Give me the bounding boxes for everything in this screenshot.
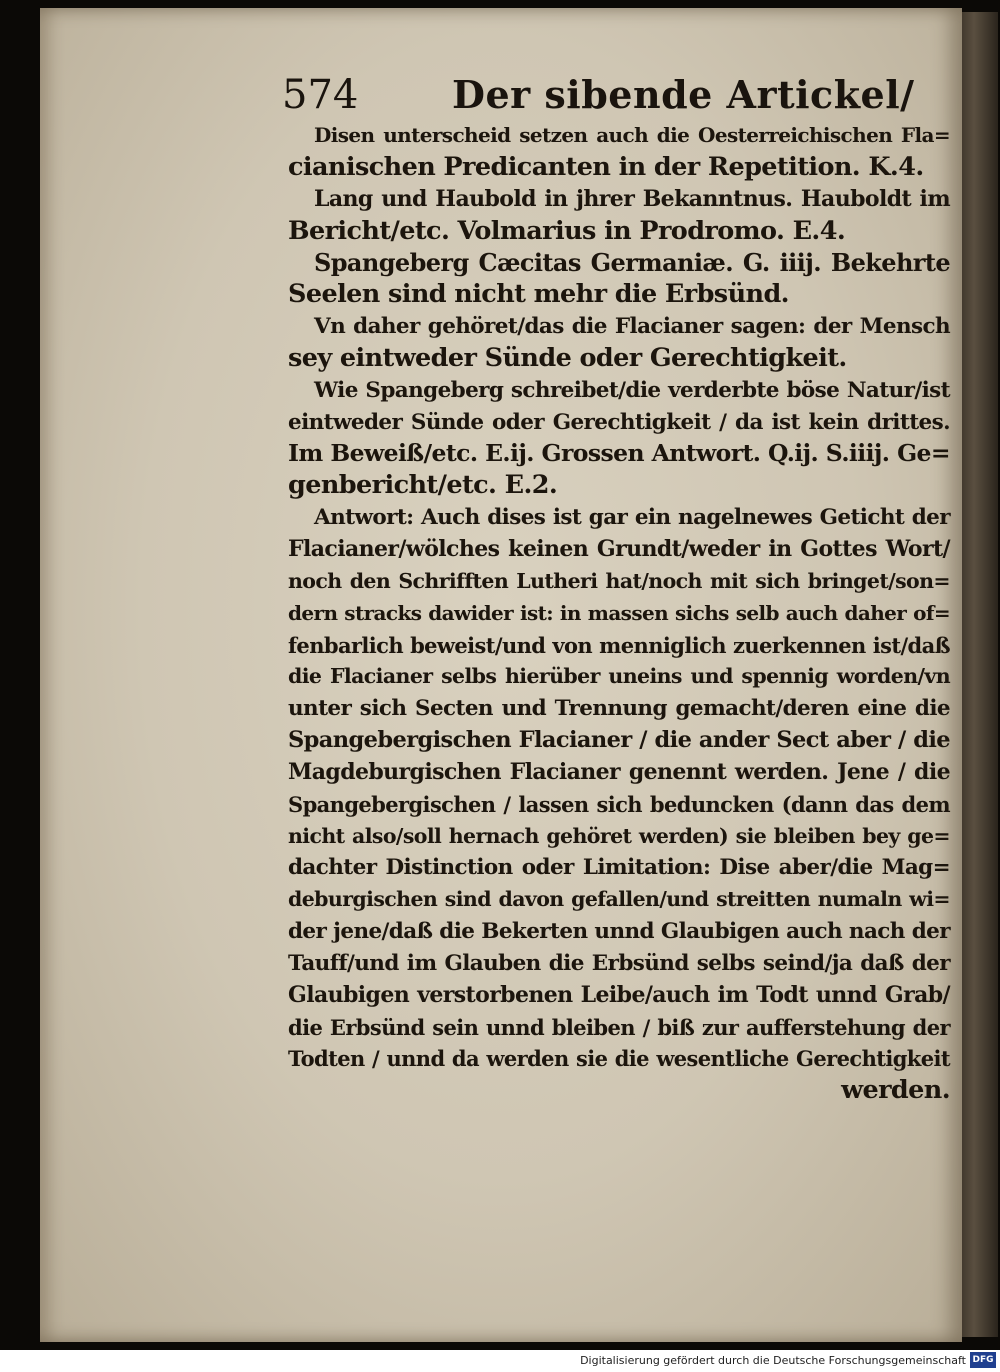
text-line: Im Beweiß/etc. E.ij. Grossen Antwort. Q.ij. S.iiij. Ge= [288, 439, 950, 468]
text-line: sey eintweder Sünde oder Gerechtigkeit. [288, 342, 847, 373]
text-line: Vn daher gehöret/das die Flacianer sagen: der Mensch [314, 314, 950, 340]
text-line: Seelen sind nicht mehr die Erbsünd. [288, 279, 789, 310]
text-line: nicht also/soll hernach gehöret werden) sie bleiben bey ge= [288, 823, 950, 848]
text-line: noch den Schrifften Lutheri hat/noch mit sich bringet/son= [288, 568, 950, 593]
text-line: werden. [841, 1075, 950, 1106]
text-line: deburgischen sind davon gefallen/und streitten numaln wi= [288, 887, 950, 912]
text-line: genbericht/etc. E.2. [288, 470, 558, 501]
page-header [282, 70, 942, 120]
text-line: dachter Distinction oder Limitation: Dise aber/die Mag= [288, 855, 950, 881]
text-line: Flacianer/wölches keinen Grundt/weder in Gottes Wort/ [288, 535, 950, 562]
text-line: die Flacianer selbs hierüber uneins und spennig worden/vn [288, 664, 950, 689]
text-line: Magdeburgischen Flacianer genennt werden. Jene / die [288, 758, 950, 785]
text-line: Glaubigen verstorbenen Leibe/auch im Todt unnd Grab/ [288, 981, 950, 1008]
text-line: Tauff/und im Glauben die Erbsünd selbs seind/ja daß der [288, 950, 950, 976]
running-title: Der sibende Artickel/ [452, 72, 915, 117]
text-line: Antwort: Auch dises ist gar ein nagelnewes Geticht der [314, 505, 950, 531]
page-number: 574 [282, 72, 359, 118]
dfg-logo-icon: DFG [970, 1352, 996, 1368]
funding-notice: Digitalisierung gefördert durch die Deutsche Forschungsgemeinschaft [580, 1354, 966, 1367]
text-line: eintweder Sünde oder Gerechtigkeit / da ist kein drittes. [288, 409, 950, 435]
body-text [288, 120, 950, 1107]
text-line: Spangebergischen Flacianer / die ander Sect aber / die [288, 727, 950, 754]
text-line: Lang und Haubold in jhrer Bekanntnus. Hauboldt im [314, 185, 950, 212]
text-line: dern stracks dawider ist: in massen sichs selb auch daher of= [288, 600, 950, 625]
text-line: Spangebergischen / lassen sich beduncken (dann das dem [288, 791, 950, 817]
text-line: Bericht/etc. Volmarius in Prodromo. E.4. [288, 215, 846, 246]
text-line: Spangeberg Cæcitas Germaniæ. G. iiij. Bekehrte [314, 248, 950, 278]
text-line: die Erbsünd sein unnd bleiben / biß zur aufferstehung der [288, 1014, 950, 1040]
text-line: unter sich Secten und Trennung gemacht/deren eine die [288, 696, 950, 722]
text-line: fenbarlich beweist/und von menniglich zuerkennen ist/daß [288, 632, 950, 658]
text-line: Wie Spangeberg schreibet/die verderbte böse Natur/ist [314, 377, 950, 403]
text-line: der jene/daß die Bekerten unnd Glaubigen auch nach der [288, 919, 950, 945]
page-edge [958, 12, 998, 1337]
text-line: Disen unterscheid setzen auch die Oesterreichischen Fla= [314, 123, 950, 147]
text-line: Todten / unnd da werden sie die wesentliche Gerechtigkeit [288, 1046, 950, 1072]
text-line: cianischen Predicanten in der Repetition. K.4. [288, 151, 924, 182]
footer [0, 1350, 1000, 1372]
